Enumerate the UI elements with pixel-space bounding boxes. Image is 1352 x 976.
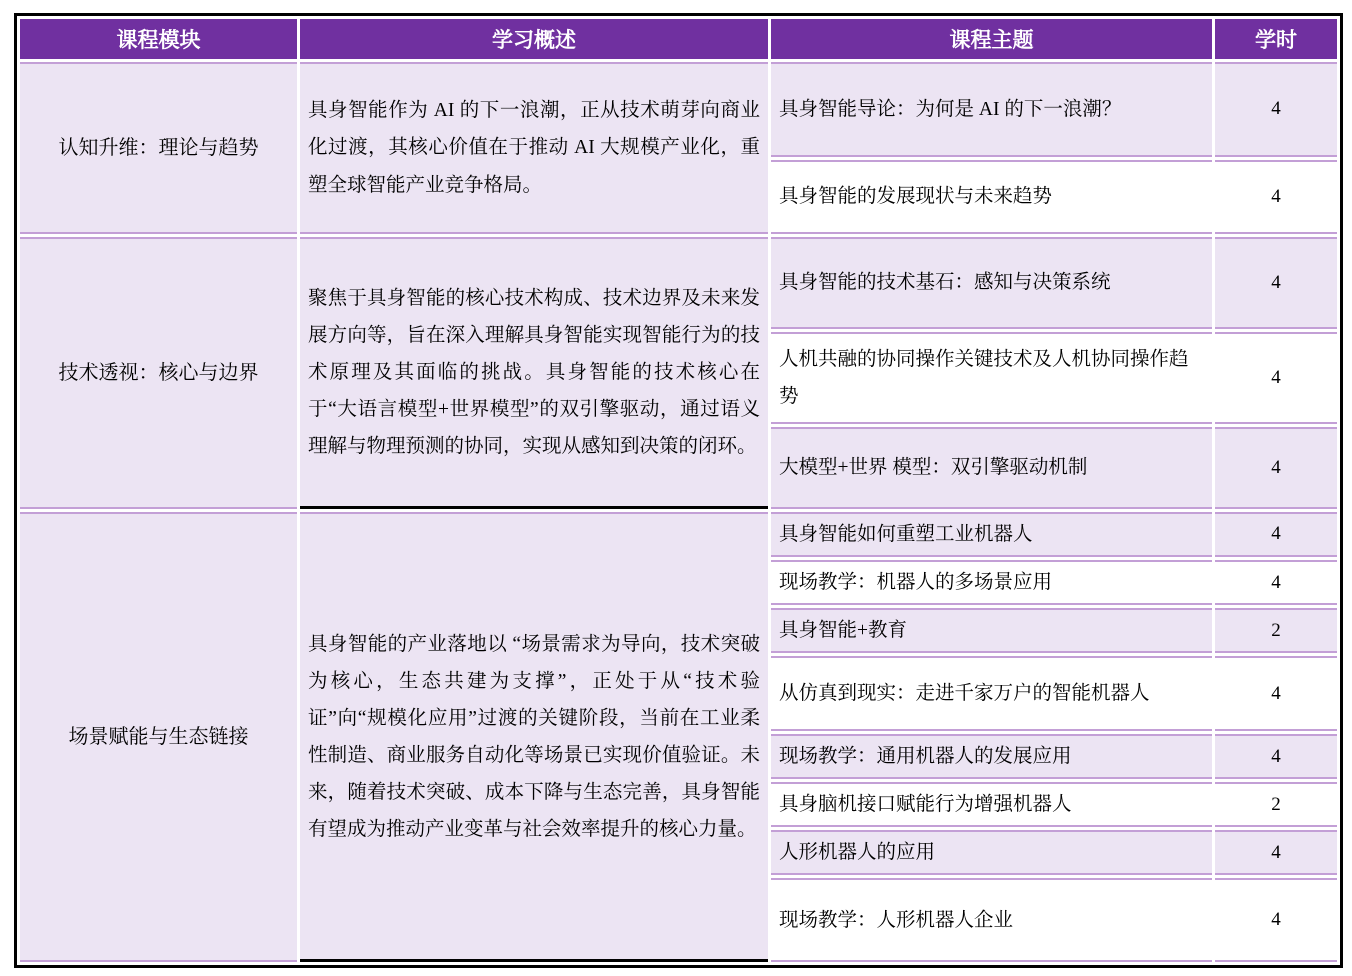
topic-cell: 具身智能导论：为何是 AI 的下一浪潮？ — [771, 62, 1212, 157]
topic-cell: 大模型+世界 模型：双引擎驱动机制 — [771, 427, 1212, 509]
topic-cell: 具身智能+教育 — [771, 608, 1212, 653]
module-name-cell: 技术透视：核心与边界 — [20, 237, 297, 509]
table-row — [20, 237, 1337, 329]
hours-cell: 4 — [1215, 734, 1337, 779]
hours-cell: 4 — [1215, 656, 1337, 731]
module-name-cell: 场景赋能与生态链接 — [20, 512, 297, 962]
hours-cell: 4 — [1215, 160, 1337, 234]
hours-cell: 4 — [1215, 878, 1337, 962]
hours-cell: 4 — [1215, 332, 1337, 424]
overview-cell: 聚焦于具身智能的核心技术构成、技术边界及未来发展方向等，旨在深入理解具身智能实现智能行为的技术原理及其面临的挑战。具身智能的技术核心在于“大语言模型+世界模型”的双引擎驱动，通过语义理解与物理预测的协同，实现从感知到决策的闭环。 — [300, 237, 768, 509]
header-course-module: 课程模块 — [20, 19, 297, 59]
overview-cell: 具身智能作为 AI 的下一浪潮，正从技术萌芽向商业化过渡，其核心价值在于推动 AI 大规模产业化，重塑全球智能产业竞争格局。 — [300, 62, 768, 234]
hours-cell: 4 — [1215, 237, 1337, 329]
overview-cell: 具身智能的产业落地以 “场景需求为导向，技术突破为核心，生态共建为支撑”，正处于从“技术验证”向“规模化应用”过渡的关键阶段，当前在工业柔性制造、商业服务自动化等场景已实现价值验证。未来，随着技术突破、成本下降与生态完善，具身智能有望成为推动产业变革与社会效率提升的核心力量。 — [300, 512, 768, 962]
hours-cell: 2 — [1215, 608, 1337, 653]
topic-cell: 人机共融的协同操作关键技术及人机协同操作趋势 — [771, 332, 1212, 424]
table-row — [20, 62, 1337, 157]
table-row — [20, 512, 1337, 557]
hours-cell: 4 — [1215, 62, 1337, 157]
header-learning-overview: 学习概述 — [300, 19, 768, 59]
module-name-cell: 认知升维：理论与趋势 — [20, 62, 297, 234]
header-course-topic: 课程主题 — [771, 19, 1212, 59]
topic-cell: 现场教学：机器人的多场景应用 — [771, 560, 1212, 605]
header-class-hours: 学时 — [1215, 19, 1337, 59]
header-row — [20, 19, 1337, 59]
hours-cell: 2 — [1215, 782, 1337, 827]
topic-cell: 具身智能的发展现状与未来趋势 — [771, 160, 1212, 234]
topic-cell: 具身智能如何重塑工业机器人 — [771, 512, 1212, 557]
topic-cell: 具身智能的技术基石：感知与决策系统 — [771, 237, 1212, 329]
hours-cell: 4 — [1215, 427, 1337, 509]
hours-cell: 4 — [1215, 512, 1337, 557]
course-table — [14, 13, 1343, 968]
topic-cell: 现场教学：通用机器人的发展应用 — [771, 734, 1212, 779]
hours-cell: 4 — [1215, 560, 1337, 605]
topic-cell: 从仿真到现实：走进千家万户的智能机器人 — [771, 656, 1212, 731]
hours-cell: 4 — [1215, 830, 1337, 875]
topic-cell: 现场教学：人形机器人企业 — [771, 878, 1212, 962]
topic-cell: 人形机器人的应用 — [771, 830, 1212, 875]
topic-cell: 具身脑机接口赋能行为增强机器人 — [771, 782, 1212, 827]
